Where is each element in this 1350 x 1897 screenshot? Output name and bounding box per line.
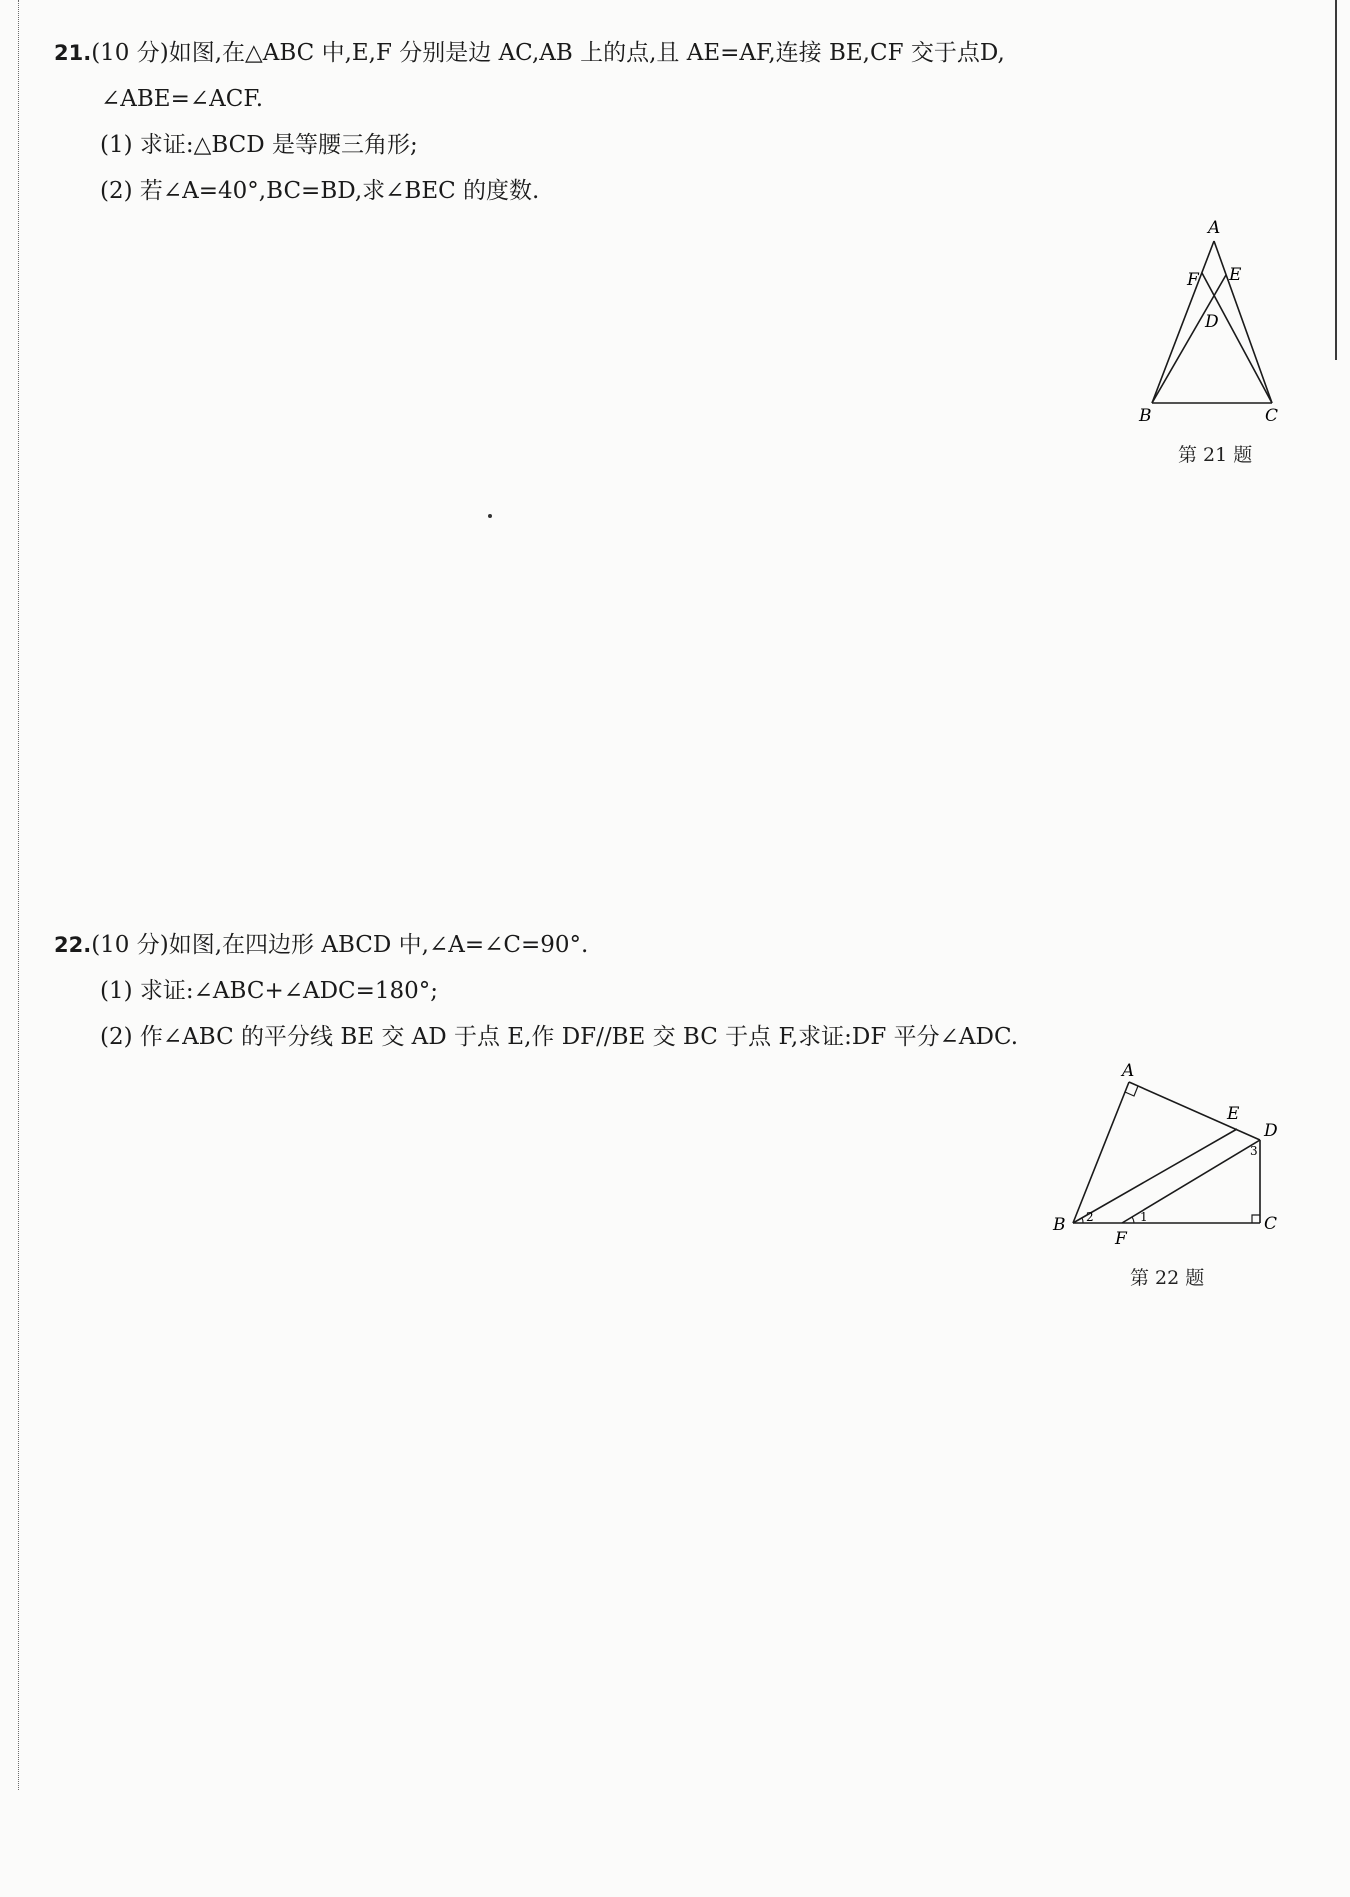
figure-21-caption: 第 21 题 xyxy=(1178,444,1253,466)
label-b: B xyxy=(1139,406,1152,426)
figure-22-caption: 第 22 题 xyxy=(1130,1267,1205,1289)
question-number: 21. xyxy=(54,41,92,65)
label-b: B xyxy=(1053,1215,1066,1235)
segment-ad xyxy=(1129,1082,1260,1140)
question-21-stem xyxy=(54,30,1294,76)
question-21-line2: ∠ABE=∠ACF. xyxy=(101,86,264,112)
question-21-part2: (2) 若∠A=40°,BC=BD,求∠BEC 的度数. xyxy=(100,178,540,204)
figure-21 xyxy=(1135,215,1285,434)
label-d: D xyxy=(1205,312,1219,332)
angle-label-2: 2 xyxy=(1086,1210,1094,1224)
segment-ac xyxy=(1214,241,1272,403)
segment-be xyxy=(1073,1129,1237,1223)
question-number: 22. xyxy=(54,933,92,957)
binding-margin-line xyxy=(18,0,19,1790)
figure-22-diagram xyxy=(1045,1055,1285,1255)
angle-label-1: 1 xyxy=(1140,1210,1148,1224)
page-edge-line xyxy=(1335,0,1337,360)
question-22-part2: (2) 作∠ABC 的平分线 BE 交 AD 于点 E,作 DF//BE 交 BC 于点 F,求证:DF 平分∠ADC. xyxy=(100,1024,1019,1050)
question-21 xyxy=(54,30,1294,214)
angle-arc-1 xyxy=(1132,1217,1134,1223)
figure-22 xyxy=(1045,1055,1285,1259)
question-22-line1: (10 分)如图,在四边形 ABCD 中,∠A=∠C=90°. xyxy=(91,932,589,958)
label-f: F xyxy=(1187,270,1199,290)
label-e: E xyxy=(1229,265,1242,285)
segment-ab xyxy=(1073,1082,1129,1223)
question-22 xyxy=(54,922,1294,1060)
angle-label-3: 3 xyxy=(1250,1144,1258,1158)
label-c: C xyxy=(1265,406,1279,426)
right-angle-mark-c xyxy=(1252,1215,1260,1223)
label-f: F xyxy=(1115,1229,1127,1249)
question-22-stem xyxy=(54,922,1294,968)
segment-cf xyxy=(1202,273,1272,403)
label-a: A xyxy=(1122,1061,1135,1081)
question-21-part1: (1) 求证:△BCD 是等腰三角形; xyxy=(100,132,418,158)
segment-be xyxy=(1152,275,1226,403)
label-a: A xyxy=(1208,218,1221,238)
label-e: E xyxy=(1227,1104,1240,1124)
figure-21-diagram xyxy=(1135,215,1285,430)
question-22-part1: (1) 求证:∠ABC+∠ADC=180°; xyxy=(100,978,439,1004)
label-d: D xyxy=(1264,1121,1278,1141)
question-21-line1: (10 分)如图,在△ABC 中,E,F 分别是边 AC,AB 上的点,且 AE=AF,连接 BE,CF 交于点D, xyxy=(91,40,1005,66)
label-c: C xyxy=(1264,1214,1278,1234)
print-speck xyxy=(488,514,492,518)
